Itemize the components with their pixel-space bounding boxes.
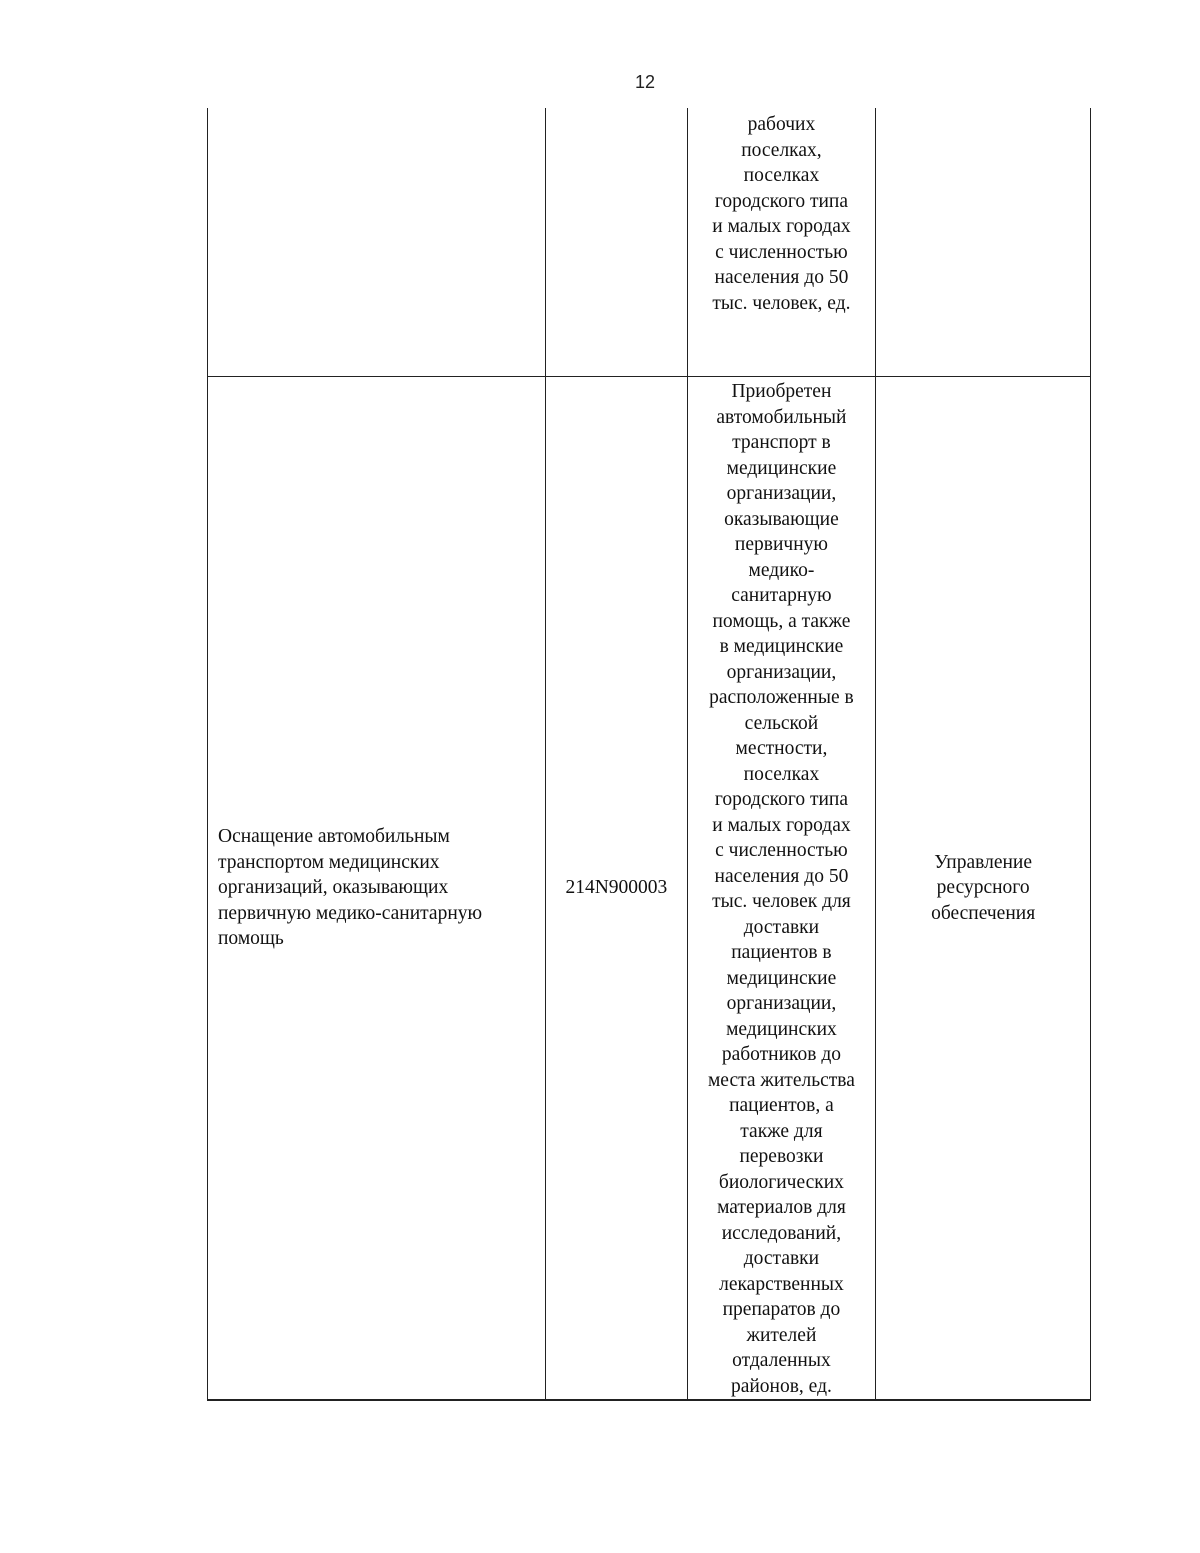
activity-name-cell: Оснащение автомобильным транспортом медицинских организаций, оказывающих первичную медико-санитарную помощь [208, 377, 546, 1401]
activity-table [207, 108, 1091, 1401]
table-row [208, 377, 1091, 1401]
activity-name-cell [208, 108, 546, 377]
responsible-cell [876, 108, 1091, 377]
activity-code-cell: 214N900003 [546, 377, 687, 1401]
responsible-cell: Управление ресурсного обеспечения [876, 377, 1091, 1401]
page-number: 12 [634, 72, 656, 92]
activity-result-cell: Приобретен автомобильный транспорт в медицинские организации, оказывающие первичную медико- санитарную помощь, а также в медицинские организации, расположенные в сельской местности, поселках городского типа и малых городах с численностью населения до 50 тыс. человек для доставки пациентов в медицинские организации, медицинских работников до места жительства пациентов, а также для перевозки биологических материалов для исследований, доставки лекарственных препаратов до жителей отдаленных районов, ед. [687, 377, 876, 1401]
table-row [208, 108, 1091, 377]
activity-code-cell [546, 108, 687, 377]
activity-result-cell: рабочих поселках, поселках городского типа и малых городах с численностью населения до 50 тыс. человек, ед. [687, 108, 876, 377]
